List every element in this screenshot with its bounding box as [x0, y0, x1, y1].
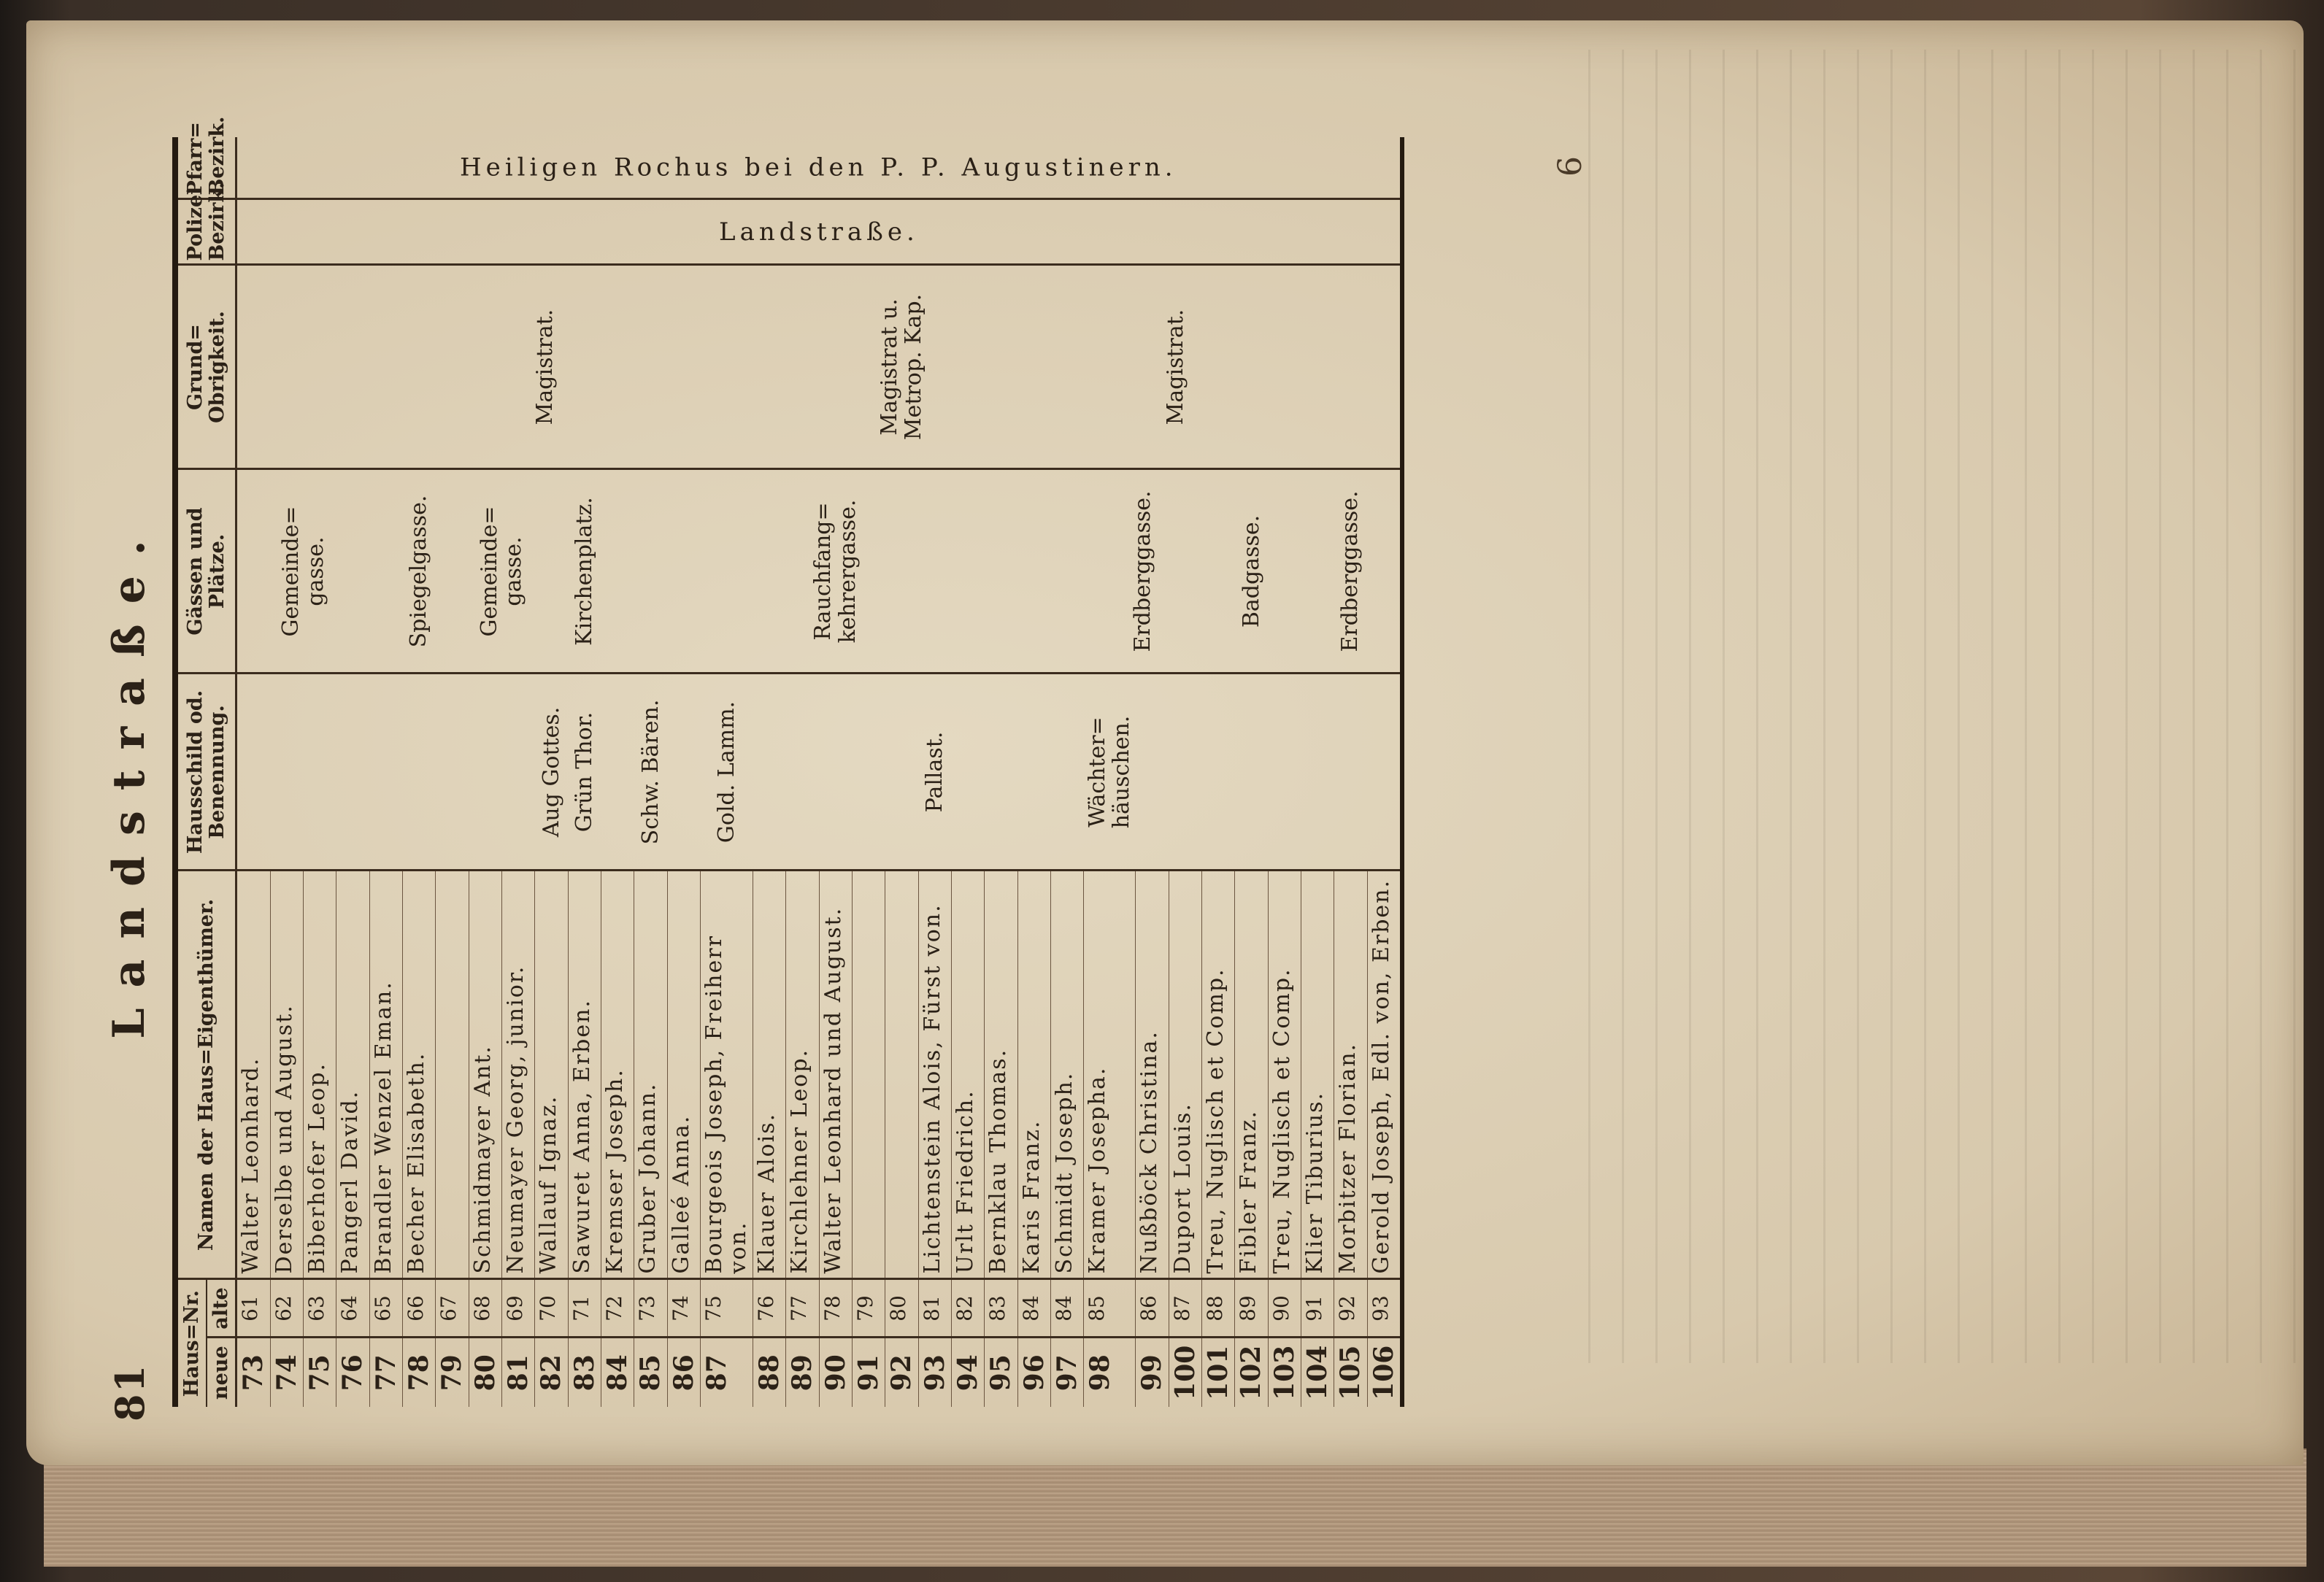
header-row-group: [175, 137, 207, 1407]
house-number-old: 89: [1235, 1279, 1268, 1338]
street-cell: Erdberggasse.: [1301, 469, 1401, 674]
house-number-new: 98: [1084, 1338, 1136, 1407]
street-cell: Rauchfang= kehrergasse.: [753, 469, 919, 674]
house-number-old: 67: [436, 1279, 469, 1338]
house-number-new: 77: [369, 1338, 402, 1407]
owner-name: Duport Louis.: [1169, 871, 1201, 1279]
house-number-new: 75: [304, 1338, 336, 1407]
house-number-old: 83: [985, 1279, 1017, 1338]
house-number-old: 62: [270, 1279, 303, 1338]
house-number-old: 82: [951, 1279, 984, 1338]
owner-name: Treu, Nuglisch et Comp.: [1201, 871, 1234, 1279]
parish-district-cell: Heiligen Rochus bei den P. P. Augustinern.: [236, 137, 1402, 199]
house-number-old: 90: [1268, 1279, 1301, 1338]
house-number-new: 100: [1169, 1338, 1201, 1407]
running-head: [99, 123, 165, 1421]
table-row: [236, 137, 270, 1407]
house-number-old: 87: [1169, 1279, 1201, 1338]
house-number-old: 85: [1084, 1279, 1136, 1338]
owner-name: Walter Leonhard und August.: [819, 871, 852, 1279]
owner-name: Karis Franz.: [1017, 871, 1050, 1279]
house-number-new: 89: [786, 1338, 819, 1407]
page-number: 81: [107, 1363, 153, 1421]
owner-name: Fibler Franz.: [1235, 871, 1268, 1279]
street-cell: Gemeinde= gasse.: [469, 469, 535, 674]
house-number-new: 105: [1334, 1338, 1367, 1407]
house-number-new: 88: [753, 1338, 786, 1407]
house-number-old: 84: [1017, 1279, 1050, 1338]
house-number-new: 99: [1136, 1338, 1169, 1407]
owner-name: Treu, Nuglisch et Comp.: [1268, 871, 1301, 1279]
col-haus-nr: Haus=Nr.: [175, 1279, 207, 1407]
col-neue: neue: [207, 1338, 236, 1407]
house-number-new: 73: [236, 1338, 270, 1407]
col-polizei-bezirk: Polizei Bezirk.: [175, 199, 236, 265]
house-number-old: 73: [634, 1279, 667, 1338]
house-number-old: 74: [667, 1279, 700, 1338]
house-sign-cell: Schw. Bären.: [634, 674, 667, 871]
house-number-new: 94: [951, 1338, 984, 1407]
street-cell: [918, 469, 1084, 674]
house-number-new: 101: [1201, 1338, 1234, 1407]
house-number-new: 104: [1301, 1338, 1334, 1407]
house-number-new: 86: [667, 1338, 700, 1407]
house-number-new: 85: [634, 1338, 667, 1407]
house-number-new: 76: [336, 1338, 369, 1407]
house-number-old: 92: [1334, 1279, 1367, 1338]
house-sign-cell: [951, 674, 1083, 871]
owner-name: Lichtenstein Alois, Fürst von.: [918, 871, 951, 1279]
owner-name: Sawuret Anna, Erben.: [568, 871, 601, 1279]
house-sign-cell: Gold. Lamm.: [700, 674, 753, 871]
house-number-old: 88: [1201, 1279, 1234, 1338]
house-number-new: 106: [1367, 1338, 1402, 1407]
page-edges: [44, 1448, 2306, 1567]
house-number-new: 78: [403, 1338, 436, 1407]
owner-name: Schmidt Joseph.: [1050, 871, 1083, 1279]
house-sign-cell: [1136, 674, 1402, 871]
authority-cell: Magistrat.: [951, 265, 1401, 469]
house-number-old: 80: [885, 1279, 918, 1338]
owner-name: Kremser Joseph.: [601, 871, 634, 1279]
owner-name: Walter Leonhard.: [236, 871, 270, 1279]
house-number-new: 96: [1017, 1338, 1050, 1407]
owner-name: [852, 871, 885, 1279]
authority-cell: Magistrat.: [236, 265, 853, 469]
owner-name: Kirchlehner Leop.: [786, 871, 819, 1279]
street-cell: Erdberggasse.: [1084, 469, 1202, 674]
house-number-new: 103: [1268, 1338, 1301, 1407]
owner-name: Gerold Joseph, Edl. von, Erben.: [1367, 871, 1402, 1279]
house-number-old: 84: [1050, 1279, 1083, 1338]
house-number-old: 63: [304, 1279, 336, 1338]
house-number-old: 93: [1367, 1279, 1402, 1338]
house-sign-cell: Grün Thor.: [568, 674, 601, 871]
table-row: [951, 137, 984, 1407]
owner-name: Morbitzer Florian.: [1334, 871, 1367, 1279]
house-number-old: 77: [786, 1279, 819, 1338]
rotated-page-content: [99, 108, 2158, 1421]
owner-name: [885, 871, 918, 1279]
street-cell: Badgasse.: [1201, 469, 1301, 674]
house-number-new: 93: [918, 1338, 951, 1407]
footer-number: 6: [1552, 156, 1589, 177]
owner-name: Nußböck Christina.: [1136, 871, 1169, 1279]
house-number-new: 95: [985, 1338, 1017, 1407]
house-number-new: 102: [1235, 1338, 1268, 1407]
book-page: [26, 20, 2304, 1465]
house-number-old: 65: [369, 1279, 402, 1338]
owner-name: Kramer Josepha.: [1084, 871, 1136, 1279]
house-sign-cell: Pallast.: [918, 674, 951, 871]
owner-name: Klauer Alois.: [753, 871, 786, 1279]
col-grund-obrigkeit: Grund= Obrigkeit.: [175, 265, 236, 469]
house-sign-cell: [753, 674, 919, 871]
house-number-old: 91: [1301, 1279, 1334, 1338]
owner-name: Galleé Anna.: [667, 871, 700, 1279]
house-sign-cell: [667, 674, 700, 871]
house-number-old: 78: [819, 1279, 852, 1338]
house-number-old: 81: [918, 1279, 951, 1338]
house-number-old: 76: [753, 1279, 786, 1338]
house-register-table: [172, 116, 1404, 1407]
house-number-old: 79: [852, 1279, 885, 1338]
police-district-cell: Landstraße.: [236, 199, 1402, 265]
ledger-body: [236, 137, 1402, 1407]
street-cell: [634, 469, 753, 674]
col-pfarr-bezirk: Pfarr= Bezirk.: [175, 137, 236, 199]
house-number-new: 97: [1050, 1338, 1083, 1407]
street-cell: Gemeinde= gasse.: [236, 469, 369, 674]
owner-name: Brandler Wenzel Eman.: [369, 871, 402, 1279]
house-number-new: 74: [270, 1338, 303, 1407]
house-number-new: 91: [852, 1338, 885, 1407]
owner-name: Klier Tiburius.: [1301, 871, 1334, 1279]
col-gassen: Gässen und Plätze.: [175, 469, 236, 674]
street-cell: Kirchenplatz.: [535, 469, 634, 674]
house-number-old: 72: [601, 1279, 634, 1338]
owner-name: Bernklau Thomas.: [985, 871, 1017, 1279]
col-namen: Namen der Haus=Eigenthümer.: [175, 871, 236, 1279]
owner-name: Derselbe und August.: [270, 871, 303, 1279]
house-number-new: 80: [469, 1338, 501, 1407]
street-cell: Spiegelgasse.: [369, 469, 469, 674]
authority-cell: Magistrat u. Metrop. Kap.: [852, 265, 951, 469]
house-number-old: 71: [568, 1279, 601, 1338]
col-alte: alte: [207, 1279, 236, 1338]
owner-name: Becher Elisabeth.: [403, 871, 436, 1279]
house-number-new: 87: [700, 1338, 753, 1407]
owner-name: Gruber Johann.: [634, 871, 667, 1279]
house-number-old: 75: [700, 1279, 753, 1338]
owner-name: Biberhofer Leop.: [304, 871, 336, 1279]
house-number-new: 90: [819, 1338, 852, 1407]
house-number-new: 84: [601, 1338, 634, 1407]
house-number-new: 82: [535, 1338, 568, 1407]
owner-name: Bourgeois Joseph, Freiherr von.: [700, 871, 753, 1279]
col-hausschild: Hausschild od. Benennung.: [175, 674, 236, 871]
house-number-new: 83: [568, 1338, 601, 1407]
house-sign-cell: Aug Gottes.: [535, 674, 568, 871]
house-number-new: 81: [501, 1338, 534, 1407]
page-title: Landstraße.: [104, 520, 155, 1039]
house-number-new: 92: [885, 1338, 918, 1407]
house-number-old: 66: [403, 1279, 436, 1338]
owner-name: Urlt Friedrich.: [951, 871, 984, 1279]
house-sign-cell: Wächter= häuschen.: [1084, 674, 1136, 871]
house-number-old: 86: [1136, 1279, 1169, 1338]
owner-name: [436, 871, 469, 1279]
owner-name: Schmidmayer Ant.: [469, 871, 501, 1279]
house-number-old: 69: [501, 1279, 534, 1338]
house-number-new: 79: [436, 1338, 469, 1407]
owner-name: Neumayer Georg, junior.: [501, 871, 534, 1279]
house-sign-cell: [236, 674, 535, 871]
house-number-old: 61: [236, 1279, 270, 1338]
owner-name: Wallauf Ignaz.: [535, 871, 568, 1279]
owner-name: Pangerl David.: [336, 871, 369, 1279]
house-number-old: 70: [535, 1279, 568, 1338]
house-sign-cell: [601, 674, 634, 871]
house-number-old: 64: [336, 1279, 369, 1338]
house-number-old: 68: [469, 1279, 501, 1338]
